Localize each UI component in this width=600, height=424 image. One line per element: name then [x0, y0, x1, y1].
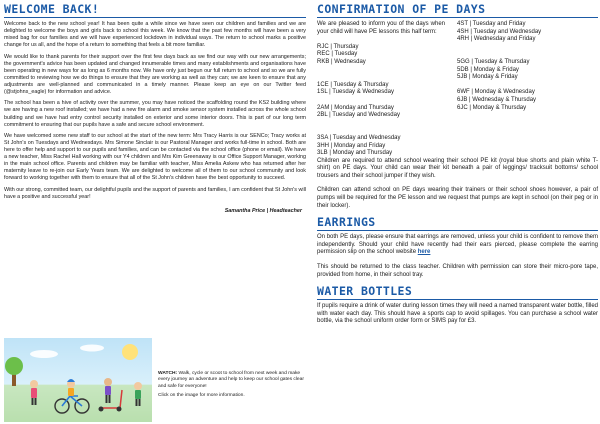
pe-heading: CONFIRMATION OF PE DAYS [317, 3, 598, 18]
pe-class-row: 6JB | Wednesday & Thursday [457, 96, 537, 103]
pe-class-row: 4ST | Tuesday and Friday [457, 21, 526, 27]
pe-pumps-text: Children can attend school on PE days wearing their trainers or their school shoes however, a pair of pumps will be required for the PE lesson and we request that pumps are kept in school (on their peg or in their locker). [317, 187, 598, 209]
welcome-paragraph: Welcome back to the new school year! It has been quite a while since we have seen our children and families and we are delighted to welcome the boys and girls back to school this week. We know that the past few months will have been a very mixed bag for our families and we will have experienced lockdown in individual ways. The return to school marks a positive change for us all, and the hope of a return to something that feels a bit more familiar. [4, 21, 306, 49]
pe-class-row: RKB | Wednesday [317, 58, 366, 65]
earring-slip-link[interactable]: here [417, 249, 431, 256]
headteacher-signature: Samantha Price | Headteacher [224, 207, 302, 214]
earrings-text [317, 234, 598, 257]
earrings-heading: EARRINGS [317, 216, 598, 231]
water-heading: WATER BOTTLES [317, 285, 598, 300]
earrings-return-text: This should be returned to the class teacher. Children with permission can store their micro-pore tape, provided from home, in their school tray. [317, 264, 598, 278]
welcome-paragraph: The school has been a hive of activity over the summer, you may have noticed the scaffolding round the KS2 building where we are having a new roof installed; we have had a new fire alarm and smoke sensor system installed across the whole school building and we have had entry control security installed on exterior and some interior doors. This is part of our long term commitment to ensuring that our pupils have a safe and secure school environment. [4, 100, 306, 128]
pe-kit-text: Children are required to attend school wearing their school PE kit (royal blue shorts and plain white T-shirt) on PE days. Your child can wear their kit beneath a pair of leggings/ tracksuit bottoms/ school trousers and their school jumper if they wish. [317, 157, 598, 179]
pe-class-row: 2AM | Monday and Thursday [317, 104, 394, 111]
children-cycling-illustration [4, 338, 152, 422]
welcome-heading: WELCOME BACK! [4, 3, 306, 18]
pe-class-row: REC | Tuesday [317, 51, 358, 58]
pe-schedule-col-2 [457, 21, 598, 158]
pe-class-row: 3LB | Monday and Thursday [317, 150, 393, 157]
earrings-body: On both PE days, please ensure that earrings are removed, unless your child is confident to remove them independently. Should your child have recently had their ears pierced, please complete the earring permission slip on the school website [317, 234, 598, 256]
pe-class-row: 3HH | Monday and Friday [317, 142, 386, 149]
pe-class-row: RJC | Thursday [317, 43, 359, 50]
safe-travel-image[interactable] [4, 338, 152, 422]
pe-class-row: 5JB | Monday & Friday [457, 74, 518, 81]
watch-label: WATCH: [158, 371, 178, 376]
pe-class-row: 1SL | Tuesday & Wednesday [317, 89, 394, 96]
pe-class-row: 6WF | Monday & Wednesday [457, 89, 535, 96]
watch-text: Walk, cycle or scoot to school from next week and make every journey an adventure and help to keep our school gates clear and safe for everyone! [158, 371, 304, 389]
pe-class-row: 3SA | Tuesday and Wednesday [317, 134, 401, 141]
pe-section [317, 0, 598, 326]
welcome-paragraph: We would like to thank parents for their support over the first few days back as we find our way with our new arrangements; the government's advice has been updated and changed innumerable times and many establishments and organisations have been operating in new ways for as long as 6 months now. We have only just begun our full return to school and so we are fully committed to reviewing how we do things to ensure that they are working as well as they can; we are keen to ensure that any adjustments are well-planned and communicated in a timely manner. Please keep an eye on our Twitter feed (@stjohns_eagle) for information and advice. [4, 53, 306, 96]
safe-travel-promo [4, 338, 306, 422]
watch-message [158, 371, 306, 390]
pe-class-row: 4SH | Tuesday and Wednesday [457, 28, 542, 35]
pe-class-row: 1CE | Tuesday & Thursday [317, 81, 389, 88]
pe-class-row: 6JC | Monday & Thursday [457, 104, 527, 111]
pe-class-row: 5DB | Monday & Friday [457, 66, 519, 73]
pe-class-row: 5GG | Tuesday & Thursday [457, 58, 530, 65]
welcome-paragraph: We have welcomed some new staff to our school at the start of the new term: Mrs Tracy Harris is our SENCo; Tracy works at St John's on Tuesdays and Wednesdays. Mrs Simone Sinclair is our Pastoral Manager and works full-time in school. Both are here to offer help and support to our pupils and families, and can be contacted via the school office (phone or email). We have a new teacher, Miss Rachel Hall working with our Y4 children and Mrs Kim Greenaway is our Office Support Manager, working in the main school office. Parents and children may be familiar with teacher, Miss Amelia Askew who has returned after her maternity leave to re-join our Early Years team. We are delighted to welcome all of them to our school community and look forward to working together with them to ensure that all of the St John's children have the best opportunity to succeed. [4, 132, 306, 182]
water-text: If pupils require a drink of water during lesson times they will need a named transparent water bottle, filled with water each day. This should have a sports cap to avoid spillages. You can purchase a school water bottle, via the school uniform order form or SIMS pay for £3. [317, 303, 598, 325]
welcome-paragraph: With our strong, committed team, our delightful pupils and the support of parents and families, I am confident that St John's will have a positive and successful year! [4, 186, 306, 200]
pe-schedule [317, 21, 598, 158]
click-info: Click on the image for more information. [158, 393, 245, 399]
pe-intro: We are pleased to inform you of the days when your child will have PE lessons this half term: [317, 21, 445, 35]
pe-schedule-col-1 [317, 21, 457, 158]
welcome-section [4, 0, 306, 214]
pe-class-row: 4RH | Wednesday and Friday [457, 36, 536, 43]
safe-travel-text [158, 371, 306, 400]
pe-class-row: 2BL | Tuesday and Wednesday [317, 112, 400, 119]
